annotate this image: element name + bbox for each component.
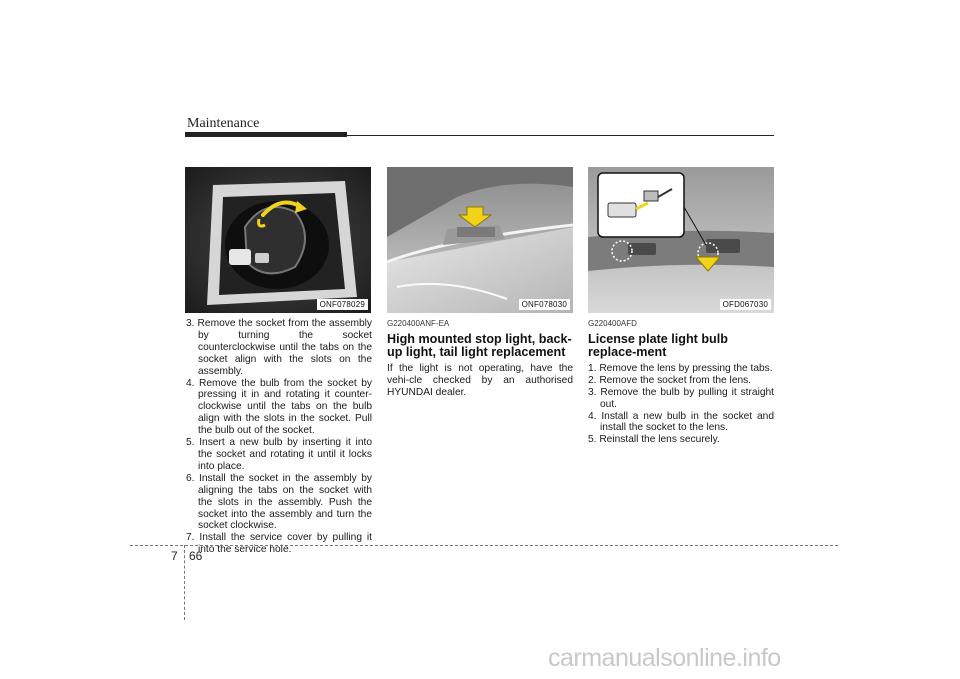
list-item: 4. Install a new bulb in the socket and install the socket to the lens. [588, 410, 774, 434]
list-item: 2. Remove the socket from the lens. [588, 374, 752, 386]
section-title: Maintenance [187, 116, 260, 131]
steps-list [588, 363, 774, 446]
header-rule-thin [347, 135, 774, 136]
socket-assembly-photo [185, 167, 371, 313]
stop-light-section [387, 318, 573, 399]
socket-replacement-steps [186, 318, 372, 556]
section-heading: License plate light bulb replace-ment [588, 331, 728, 359]
footer-divider [130, 545, 838, 546]
footer-vertical-divider [184, 545, 185, 620]
list-item: 3. Remove the bulb by pulling it straight out. [588, 386, 774, 410]
figure-code: OFD067030 [720, 299, 771, 310]
document-code: G220400AFD [588, 319, 637, 328]
list-item: 5. Insert a new bulb by inserting it into the socket and rotating it until it locks into place. [186, 437, 372, 472]
license-plate-section [588, 318, 774, 446]
section-paragraph: If the light is not operating, have the vehi-cle checked by an authorised HYUNDAI dealer. [387, 362, 573, 398]
figure-code: ONF078029 [317, 299, 368, 310]
chapter-number: 7 [171, 549, 178, 563]
list-item: 3. Remove the socket from the assembly by turning the socket counterclockwise until the tabs on the socket align with the slots on the assembly. [186, 318, 372, 377]
list-item: 6. Install the socket in the assembly by aligning the tabs on the socket with the slots in the assembly. Push the socket into the assembly and turn the socket clockwise. [186, 472, 372, 532]
section-heading: High mounted stop light, back-up light, tail light replacement [387, 331, 572, 359]
page-number: 66 [189, 549, 203, 563]
list-item: 7. Install the service cover by pulling it into the service hole. [186, 532, 372, 556]
watermark: carmanualsonline.info [548, 644, 781, 672]
list-item: 5. Reinstall the lens securely. [588, 434, 720, 446]
document-code: G220400ANF-EA [387, 319, 450, 328]
license-plate-light-photo [588, 167, 774, 313]
steps-list [186, 318, 372, 556]
list-item: 4. Remove the bulb from the socket by pressing it in and rotating it counter-clockwise until the tabs on the bulb align with the slots in the socket. Pull the bulb out of the socket. [186, 377, 372, 437]
figure-code: ONF078030 [519, 299, 570, 310]
stop-light-photo [387, 167, 573, 313]
header-rule-thick [185, 132, 347, 137]
list-item: 1. Remove the lens by pressing the tabs. [588, 362, 773, 374]
